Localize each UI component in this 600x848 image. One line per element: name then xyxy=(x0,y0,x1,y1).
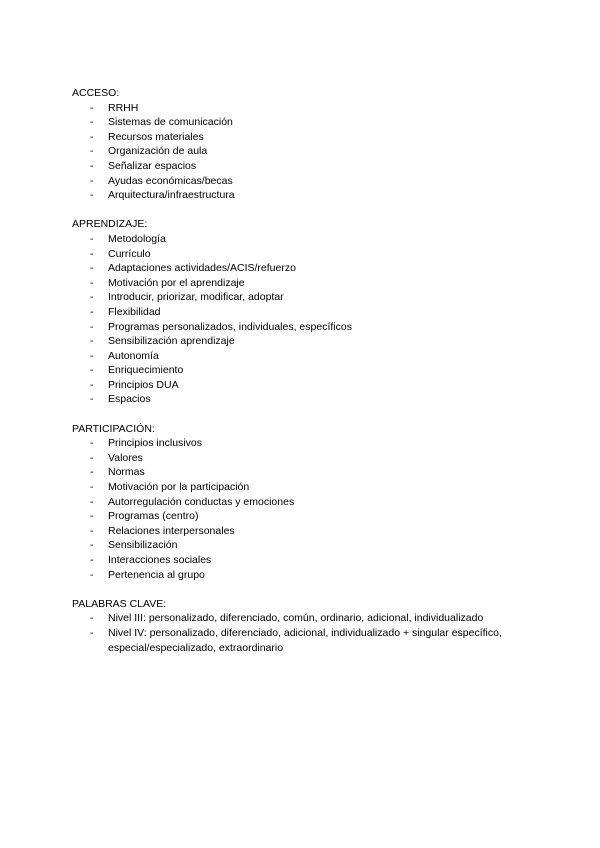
list-item-text: Sistemas de comunicación xyxy=(108,116,233,129)
list-item xyxy=(72,144,542,159)
list-item xyxy=(72,261,542,276)
list-item xyxy=(72,101,542,116)
dash-bullet: - xyxy=(90,554,94,566)
section-heading: PARTICIPACIÓN: xyxy=(72,422,155,435)
dash-bullet: - xyxy=(90,159,94,172)
bullet-list xyxy=(72,611,542,655)
list-item xyxy=(72,115,542,130)
section-aprendizaje xyxy=(72,217,542,407)
list-item xyxy=(72,188,542,203)
list-item-text: Relaciones interpersonales xyxy=(108,524,235,537)
list-item xyxy=(72,305,542,320)
list-item-text: Espacios xyxy=(108,393,151,406)
list-item xyxy=(72,553,542,568)
list-item xyxy=(72,480,542,495)
list-item xyxy=(72,378,542,393)
dash-bullet: - xyxy=(90,510,94,523)
list-item-text: Principios inclusivos xyxy=(108,437,202,450)
dash-bullet: - xyxy=(90,145,94,158)
list-item xyxy=(72,232,542,247)
list-item-text: Enriquecimiento xyxy=(108,364,184,377)
list-item-text: Motivación por la participación xyxy=(108,481,250,494)
list-item-text: Señalizar espacios xyxy=(108,159,197,172)
list-item-text: Interacciones sociales xyxy=(108,554,212,566)
dash-bullet: - xyxy=(90,524,94,537)
list-item-text: Programas personalizados, individuales, específicos xyxy=(108,320,352,333)
list-item xyxy=(72,538,542,553)
list-item-text: Ayudas económicas/becas xyxy=(108,174,233,187)
section-acceso xyxy=(72,86,542,203)
dash-bullet: - xyxy=(90,626,94,639)
list-item-text: Adaptaciones actividades/ACIS/refuerzo xyxy=(108,262,296,275)
list-item xyxy=(72,334,542,349)
dash-bullet: - xyxy=(90,174,94,187)
list-item xyxy=(72,611,542,626)
list-item-text: Autonomía xyxy=(108,349,159,362)
section-palabras-clave xyxy=(72,597,542,655)
dash-bullet: - xyxy=(90,495,94,508)
list-item xyxy=(72,524,542,539)
list-item-text: Currículo xyxy=(108,247,151,260)
list-item xyxy=(72,276,542,291)
document-body xyxy=(72,86,542,670)
list-item-text: Recursos materiales xyxy=(108,130,204,143)
list-item-text: Arquitectura/infraestructura xyxy=(108,189,235,202)
section-heading: ACCESO: xyxy=(72,87,120,99)
dash-bullet: - xyxy=(90,320,94,333)
list-item-text: Pertenencia al grupo xyxy=(108,568,205,581)
dash-bullet: - xyxy=(90,262,94,275)
dash-bullet: - xyxy=(90,116,94,129)
list-item xyxy=(72,130,542,145)
list-item-text: Autorregulación conductas y emociones xyxy=(108,495,295,508)
list-item xyxy=(72,509,542,524)
section-heading: APRENDIZAJE: xyxy=(72,218,148,231)
dash-bullet: - xyxy=(90,466,94,479)
section-participacion xyxy=(72,422,542,583)
bullet-list xyxy=(72,436,542,582)
list-item-text: Organización de aula xyxy=(108,145,208,158)
dash-bullet: - xyxy=(90,276,94,289)
list-item xyxy=(72,290,542,305)
list-item-text: Programas (centro) xyxy=(108,510,199,523)
list-item xyxy=(72,626,542,655)
dash-bullet: - xyxy=(90,291,94,304)
dash-bullet: - xyxy=(90,437,94,450)
list-item xyxy=(72,159,542,174)
dash-bullet: - xyxy=(90,349,94,362)
dash-bullet: - xyxy=(90,364,94,377)
section-heading: PALABRAS CLAVE: xyxy=(72,597,167,610)
list-item xyxy=(72,495,542,510)
dash-bullet: - xyxy=(90,378,94,391)
list-item-text: Introducir, priorizar, modificar, adoptar xyxy=(108,291,284,304)
list-item xyxy=(72,451,542,466)
dash-bullet: - xyxy=(90,568,94,581)
dash-bullet: - xyxy=(90,335,94,348)
dash-bullet: - xyxy=(90,612,94,625)
list-item-text: Flexibilidad xyxy=(108,305,161,318)
dash-bullet: - xyxy=(90,232,94,245)
list-item xyxy=(72,247,542,262)
bullet-list xyxy=(72,101,542,203)
bullet-list xyxy=(72,232,542,407)
dash-bullet: - xyxy=(90,101,94,114)
list-item-text: Valores xyxy=(108,451,143,464)
dash-bullet: - xyxy=(90,305,94,318)
list-item xyxy=(72,363,542,378)
dash-bullet: - xyxy=(90,247,94,260)
list-item-text: Normas xyxy=(108,466,145,479)
list-item xyxy=(72,568,542,583)
list-item xyxy=(72,436,542,451)
list-item-text: Metodología xyxy=(108,232,166,245)
dash-bullet: - xyxy=(90,539,94,552)
dash-bullet: - xyxy=(90,130,94,143)
list-item-text: Sensibilización aprendizaje xyxy=(108,335,235,348)
dash-bullet: - xyxy=(90,451,94,464)
dash-bullet: - xyxy=(90,189,94,202)
list-item-text: Nivel IV: personalizado, diferenciado, adicional, individualizado + singular específico, especial/especializado, extraordinario xyxy=(108,626,502,654)
list-item-text: Nivel III: personalizado, diferenciado, común, ordinario, adicional, individualizado xyxy=(108,612,484,625)
list-item-text: RRHH xyxy=(108,101,139,114)
dash-bullet: - xyxy=(90,481,94,494)
list-item xyxy=(72,465,542,480)
dash-bullet: - xyxy=(90,393,94,406)
list-item xyxy=(72,349,542,364)
list-item xyxy=(72,392,542,407)
list-item-text: Sensibilización xyxy=(108,539,178,552)
list-item-text: Principios DUA xyxy=(108,378,179,391)
list-item xyxy=(72,174,542,189)
list-item xyxy=(72,320,542,335)
list-item-text: Motivación por el aprendizaje xyxy=(108,276,245,289)
